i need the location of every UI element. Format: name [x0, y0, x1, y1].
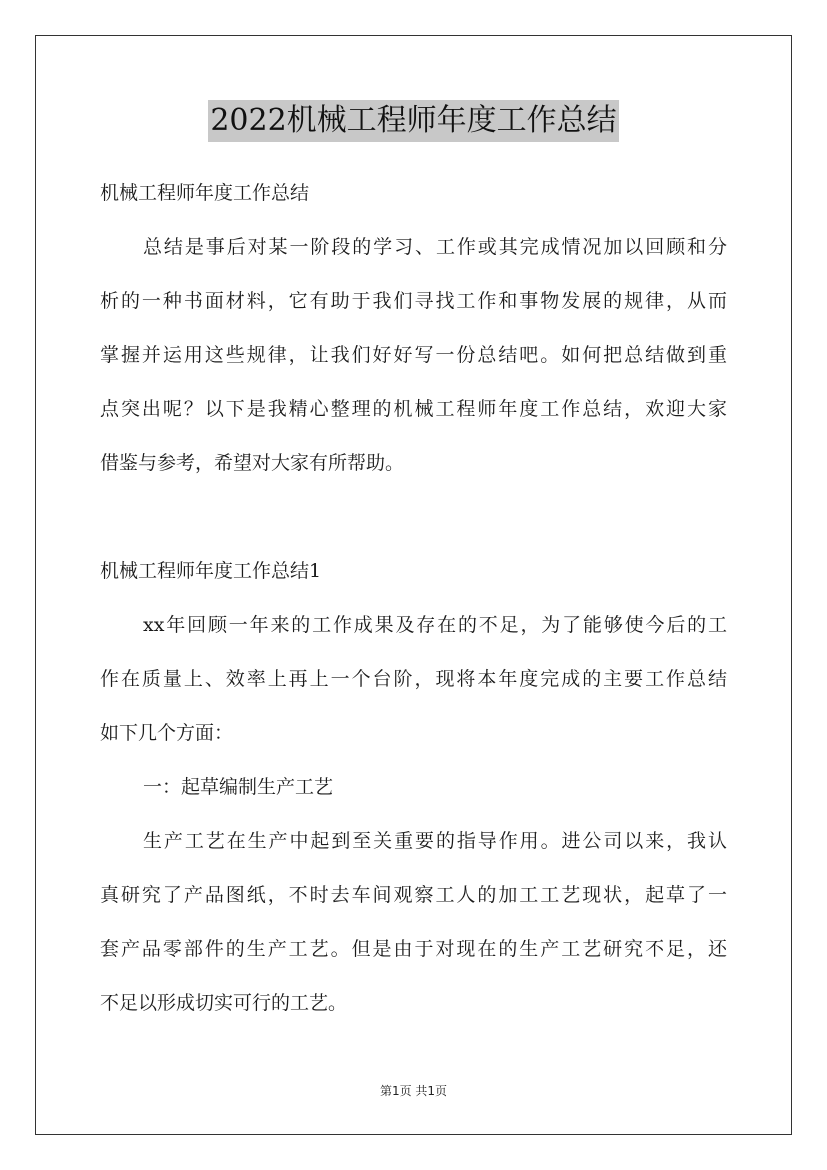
section-heading: 机械工程师年度工作总结1 [100, 560, 322, 582]
paragraph-line: xx年回顾一年来的工作成果及存在的不足，为了能够使今后的工 [143, 614, 727, 636]
paragraph-line: 不足以形成切实可行的工艺。 [100, 992, 348, 1014]
paragraph-line: 作在质量上、效率上再上一个台阶，现将本年度完成的主要工作总结 [100, 668, 727, 690]
intro-line: 借鉴与参考，希望对大家有所帮助。 [100, 452, 405, 474]
subtitle: 机械工程师年度工作总结 [100, 182, 310, 204]
document-title: 2022机械工程师年度工作总结 [208, 100, 618, 142]
paragraph-line: 如下几个方面： [100, 722, 234, 744]
title-container [0, 100, 827, 142]
intro-line: 析的一种书面材料，它有助于我们寻找工作和事物发展的规律，从而 [100, 290, 727, 312]
intro-line: 点突出呢？以下是我精心整理的机械工程师年度工作总结，欢迎大家 [100, 398, 727, 420]
page-footer: 第1页 共1页 [379, 1084, 448, 1098]
intro-line: 掌握并运用这些规律，让我们好好写一份总结吧。如何把总结做到重 [100, 344, 727, 366]
paragraph-line: 套产品零部件的生产工艺。但是由于对现在的生产工艺研究不足，还 [100, 938, 727, 960]
intro-line: 总结是事后对某一阶段的学习、工作或其完成情况加以回顾和分 [143, 236, 727, 258]
subheading: 一：起草编制生产工艺 [143, 776, 334, 798]
blank-line [100, 499, 727, 553]
paragraph-line: 生产工艺在生产中起到至关重要的指导作用。进公司以来，我认 [143, 830, 727, 852]
document-body [100, 175, 727, 1039]
paragraph-line: 真研究了产品图纸，不时去车间观察工人的加工工艺现状，起草了一 [100, 884, 727, 906]
